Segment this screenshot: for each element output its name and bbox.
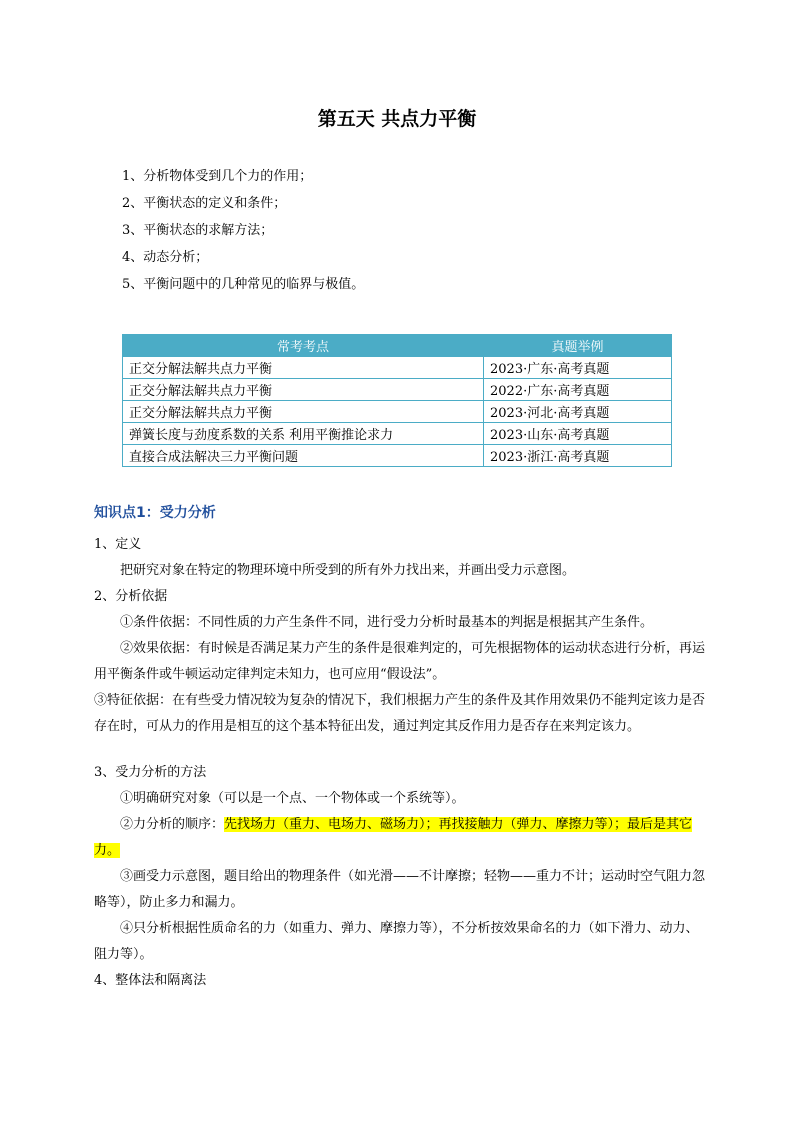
table-row bbox=[123, 423, 672, 445]
method-nature-forces: ④只分析根据性质命名的力（如重力、弹力、摩擦力等），不分析按效果命名的力（如下滑力、动力、阻力等）。 bbox=[94, 921, 699, 962]
goal-item: 3、平衡状态的求解方法； bbox=[122, 223, 274, 238]
method-title: 3、受力分析的方法 bbox=[94, 765, 207, 780]
table-row bbox=[123, 379, 672, 401]
goal-item: 4、动态分析； bbox=[122, 250, 209, 265]
section-body bbox=[94, 532, 706, 994]
column-header-exam-point: 常考考点 bbox=[123, 335, 484, 357]
goal-item: 2、平衡状态的定义和条件； bbox=[122, 196, 287, 211]
table-cell: 2023·河北·高考真题 bbox=[484, 401, 672, 423]
table-header-row bbox=[123, 335, 672, 357]
table-cell: 2023·浙江·高考真题 bbox=[484, 445, 672, 467]
column-header-example: 真题举例 bbox=[484, 335, 672, 357]
basis-title: 2、分析依据 bbox=[94, 589, 168, 604]
goal-item: 5、平衡问题中的几种常见的临界与极值。 bbox=[122, 277, 365, 292]
method-diagram: ③画受力示意图，题目给出的物理条件（如光滑——不计摩擦；轻物——重力不计；运动时空气阻力忽略等），防止多力和漏力。 bbox=[94, 869, 706, 910]
spacer bbox=[94, 740, 706, 760]
table-row bbox=[123, 445, 672, 467]
table-cell: 正交分解法解共点力平衡 bbox=[123, 379, 484, 401]
basis-feature: ③特征依据：在有些受力情况较为复杂的情况下，我们根据力产生的条件及其作用效果仍不能判定该力是否存在时，可从力的作用是相互的这个基本特征出发，通过判定其反作用力是否存在来判定该力。 bbox=[94, 693, 706, 734]
method-order-prefix: ②力分析的顺序： bbox=[120, 817, 225, 832]
learning-goals-list bbox=[122, 166, 364, 301]
table-cell: 2022·广东·高考真题 bbox=[484, 379, 672, 401]
method-object: ①明确研究对象（可以是一个点、一个物体或一个系统等）。 bbox=[120, 791, 465, 806]
table-cell: 直接合成法解决三力平衡问题 bbox=[123, 445, 484, 467]
page-title: 第五天 共点力平衡 bbox=[317, 108, 477, 130]
definition-text: 把研究对象在特定的物理环境中所受到的所有外力找出来，并画出受力示意图。 bbox=[120, 563, 576, 578]
definition-title: 1、定义 bbox=[94, 537, 142, 552]
whole-isolation-title: 4、整体法和隔离法 bbox=[94, 973, 207, 988]
table-cell: 2023·山东·高考真题 bbox=[484, 423, 672, 445]
basis-condition: ①条件依据：不同性质的力产生条件不同，进行受力分析时最基本的判据是根据其产生条件。 bbox=[120, 615, 654, 630]
highlighted-text: 先找场力（重力、电场力、磁场力）；再找接触力（弹力、摩擦力等）；最后是其它力。 bbox=[94, 817, 693, 858]
basis-effect: ②效果依据：有时候是否满足某力产生的条件是很难判定的，可先根据物体的运动状态进行分析，再运用平衡条件或牛顿运动定律判定未知力，也可应用“假设法”。 bbox=[94, 641, 706, 682]
goal-item: 1、分析物体受到几个力的作用； bbox=[122, 169, 313, 184]
table-cell: 弹簧长度与劲度系数的关系 利用平衡推论求力 bbox=[123, 423, 484, 445]
knowledge-point-heading: 知识点1：受力分析 bbox=[94, 505, 216, 521]
method-order bbox=[94, 812, 706, 864]
table-cell: 2023·广东·高考真题 bbox=[484, 357, 672, 379]
table-cell: 正交分解法解共点力平衡 bbox=[123, 357, 484, 379]
table-row bbox=[123, 357, 672, 379]
exam-points-table bbox=[122, 334, 672, 467]
table-row bbox=[123, 401, 672, 423]
table-cell: 正交分解法解共点力平衡 bbox=[123, 401, 484, 423]
